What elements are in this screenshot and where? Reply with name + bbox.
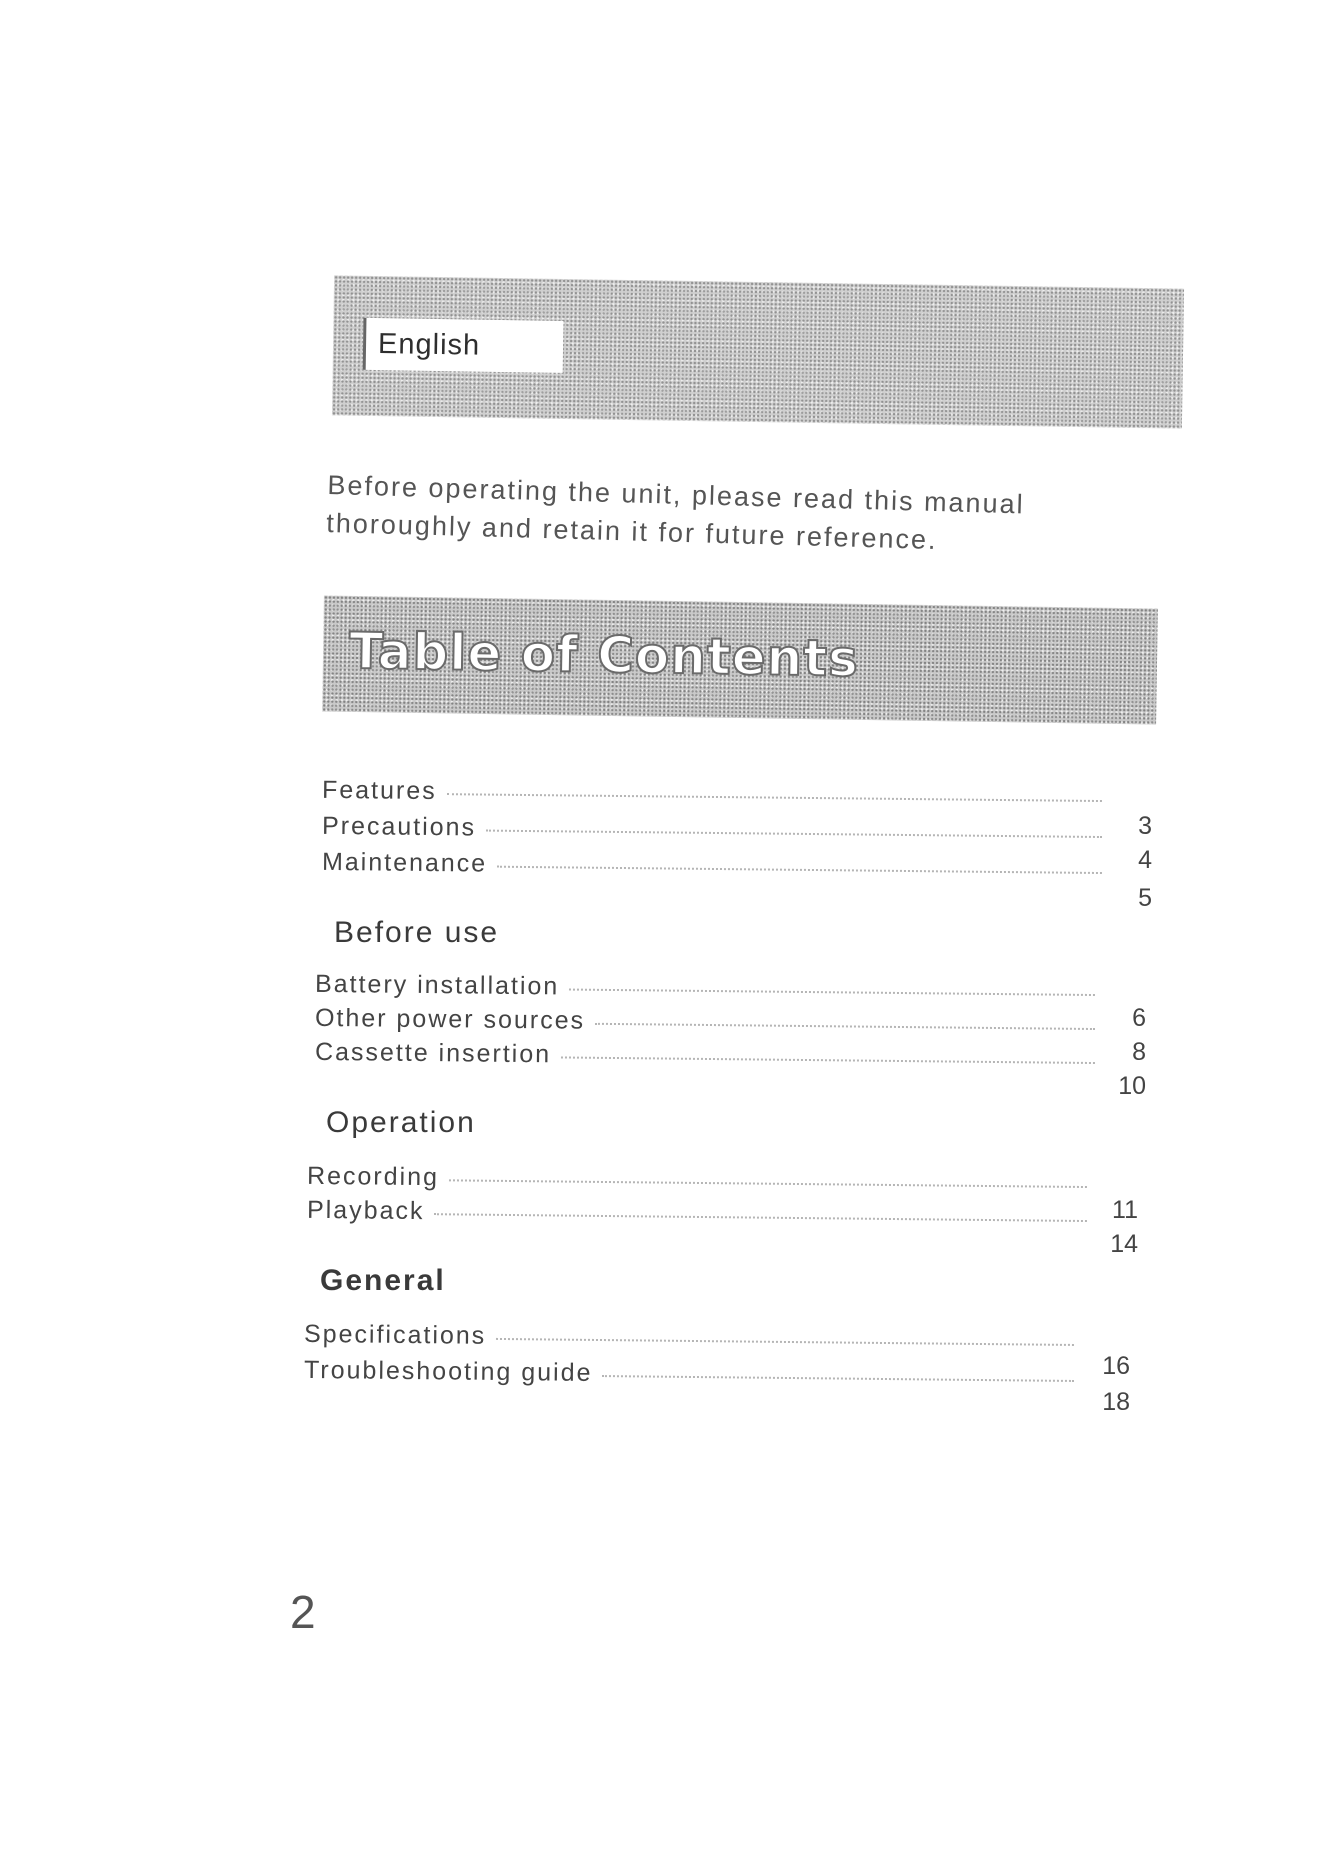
toc-page-number: 3 [1138, 812, 1152, 840]
section-heading-before-use: Before use [334, 916, 500, 949]
toc-leader-dots [569, 988, 1095, 997]
toc-entry-cassette-insertion [315, 1038, 1105, 1075]
toc-entry-specifications [304, 1320, 1084, 1357]
toc-entry-precautions [322, 812, 1112, 849]
toc-leader-dots [496, 1337, 1074, 1346]
toc-leader-dots [595, 1022, 1095, 1030]
toc-entry-features [322, 776, 1112, 813]
toc-entry-recording [307, 1162, 1097, 1199]
toc-entry-battery-installation [315, 970, 1105, 1007]
toc-entry-playback [307, 1196, 1097, 1233]
toc-page-number: 6 [1132, 1004, 1146, 1032]
toc-page-number: 18 [1102, 1388, 1130, 1416]
toc-entry-label: Troubleshooting guide [303, 1355, 593, 1387]
toc-entry-troubleshooting-guide [304, 1356, 1084, 1393]
toc-leader-dots [447, 792, 1102, 802]
toc-page-number: 8 [1132, 1038, 1146, 1066]
toc-entry-label: Cassette insertion [314, 1037, 552, 1069]
toc-leader-dots [561, 1055, 1095, 1064]
intro-line-2: thoroughly and retain it for future reference. [325, 507, 938, 556]
toc-entry-label: Recording [306, 1161, 440, 1192]
toc-page-number: 14 [1110, 1230, 1138, 1258]
toc-entry-label: Specifications [303, 1319, 487, 1350]
toc-entry-label: Battery installation [314, 969, 560, 1001]
toc-banner [322, 595, 1158, 724]
toc-leader-dots [497, 865, 1102, 874]
section-heading-operation: Operation [326, 1106, 476, 1139]
toc-leader-dots [486, 829, 1102, 838]
section-heading-general: General [320, 1264, 446, 1297]
toc-leader-dots [602, 1374, 1074, 1382]
toc-entry-other-power-sources [315, 1004, 1105, 1041]
toc-leader-dots [449, 1178, 1087, 1188]
toc-page-number: 16 [1102, 1352, 1130, 1380]
language-label: English [377, 327, 481, 362]
toc-leader-dots [434, 1212, 1087, 1222]
toc-entry-label: Precautions [321, 811, 477, 842]
toc-page-number: 4 [1138, 846, 1152, 874]
language-label-box [363, 318, 564, 373]
toc-entry-label: Other power sources [314, 1003, 586, 1035]
toc-entry-maintenance [322, 848, 1112, 885]
toc-page-number: 11 [1112, 1196, 1138, 1224]
toc-entry-label: Maintenance [321, 847, 488, 878]
toc-entry-label: Playback [306, 1195, 425, 1226]
toc-entry-label: Features [321, 775, 437, 806]
toc-page-number: 10 [1118, 1072, 1146, 1100]
toc-title: Table of Contents [348, 621, 860, 688]
intro-line-1: Before operating the unit, please read this manual [327, 469, 1026, 520]
language-banner [332, 275, 1184, 428]
toc-page-number: 5 [1138, 884, 1152, 912]
page-number: 2 [290, 1586, 316, 1638]
intro-text [326, 466, 1128, 564]
